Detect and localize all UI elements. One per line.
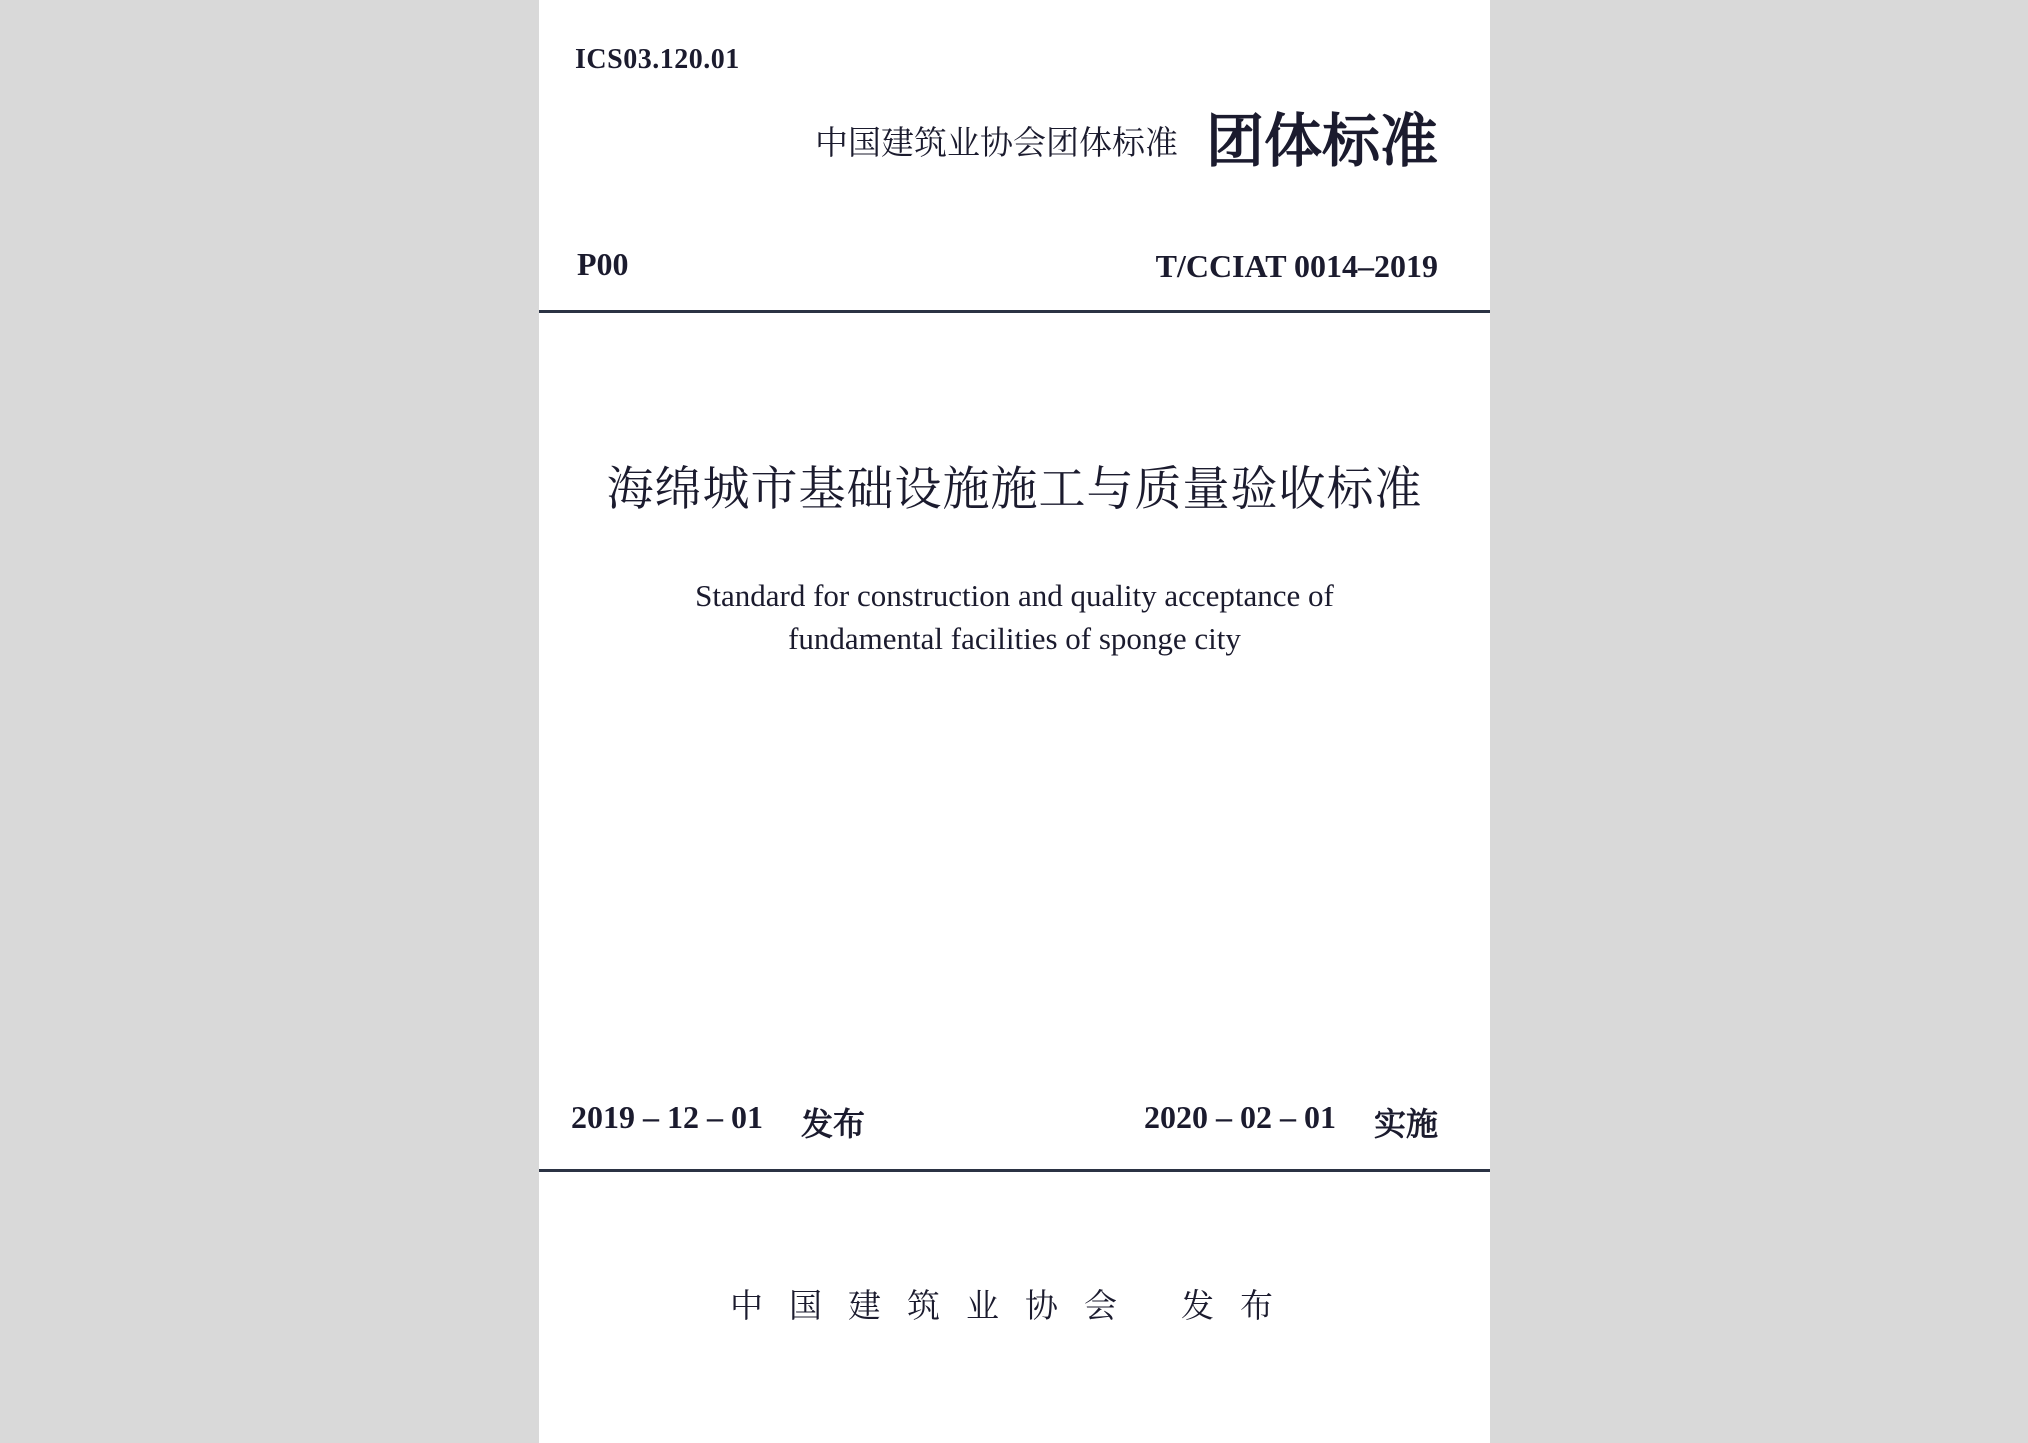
top-divider [539, 310, 1490, 313]
standard-number: T/CCIAT 0014–2019 [1155, 248, 1438, 284]
publish-label: 发布 [1181, 1286, 1299, 1325]
english-title [539, 574, 1490, 660]
english-title-line-2: fundamental facilities of sponge city [788, 621, 1241, 656]
issue-date-block [571, 1099, 865, 1145]
association-header [814, 107, 1438, 175]
classification-code: P00 [577, 246, 629, 282]
english-title-line-1: Standard for construction and quality acceptance of [695, 578, 1334, 613]
implement-label: 实施 [1373, 1105, 1438, 1143]
standard-type-label: 团体标准 [1205, 107, 1438, 175]
cover-page [539, 0, 1490, 1443]
chinese-title: 海绵城市基础设施施工与质量验收标准 [606, 462, 1423, 517]
issue-date: 2019 – 12 – 01 [571, 1099, 763, 1135]
publisher-name: 中国建筑业协会 [730, 1286, 1143, 1325]
association-standard-label: 中国建筑业协会团体标准 [814, 123, 1178, 162]
issue-label: 发布 [801, 1105, 866, 1143]
bottom-divider [539, 1169, 1490, 1172]
ics-code: ICS03.120.01 [575, 44, 740, 75]
implement-date-block [1144, 1099, 1438, 1145]
implement-date: 2020 – 02 – 01 [1143, 1099, 1336, 1135]
publisher-line [539, 1280, 1490, 1327]
